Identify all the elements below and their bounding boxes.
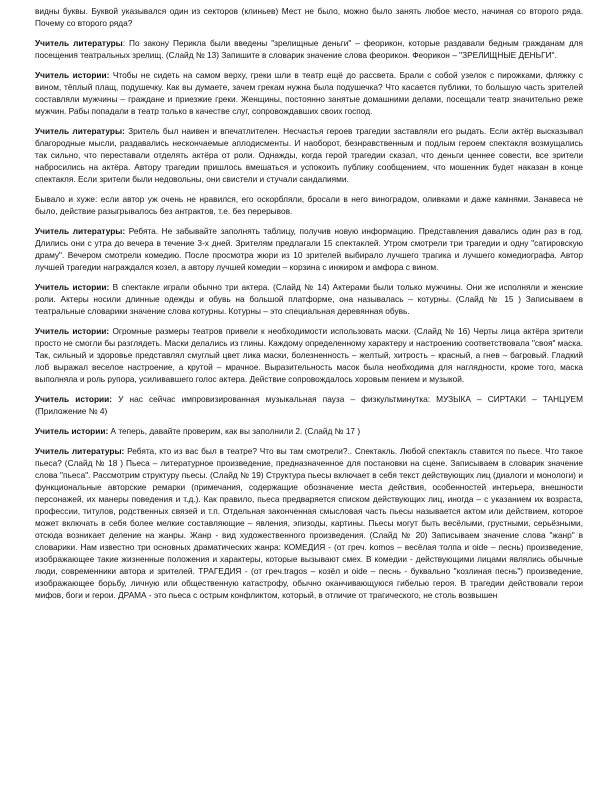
paragraph-1 (35, 5, 583, 29)
paragraph-text: Ребята, кто из вас был в театре? Что вы там смотрели?.. Спектакль. Любой спектакль ставится по пьесе. Что такое пьеса? (Слайд № 18 ) Пьеса – литературное произведение, предназначенное для постановки на сцене. Записываем в словарик значение слова "пьеса". Рассмотрим структуру пьесы. (Слайд № 19) Структура пьесы включает в себя текст действующих лиц (диалоги и монологи) и функциональные авторские ремарки (примечания, содержащие обозначение места действия, особенностей интерьера, внешности персонажей, их манеры поведения и т.д.). Как правило, пьеса предваряется списком действующих лиц, иногда – с указанием их возраста, профессии, титулов, родственных связей и т.п. Отдельная законченная смысловая часть пьесы называется актом или действием, которое может включать в себя более мелкие составляющие – явления, эпизоды, картины. Пьесы могут быть весёлыми, грустными, серьёзными, отсюда возникает деление на жанры. Жанр - вид художественного произведения. (Слайд № 20) Записываем значение слова "жанр" в словарики. Нам известно три основных драматических жанра: КОМЕДИЯ - (от греч. komos – весёлая толпа и oide – песнь) произведение, изображающее такие жизненные положения и характеры, которые вызывают смех. В комедии - действующими лицами являлись обычные люди, современники автора и зрителей. ТРАГЕДИЯ - (от греч.tragos – козёл и oide – песнь - буквально "козлиная песнь") произведение, изображающее борьбу, личную или общественную катастрофу, обычно оканчивающуюся гибелью героя. В трагедии действовали герои мифов, боги и герои. ДРАМА - это пьеса с острым конфликтом, который, в отличие от трагического, не столь возвышен (35, 446, 583, 600)
paragraph-8 (35, 325, 583, 385)
document-page (35, 5, 583, 609)
paragraph-text: Зритель был наивен и впечатлителен. Несчастья героев трагедии заставляли его рыдать. Если актёр высказывал благородные мысли, раздавались нескончаемые аплодисменты. И наоборот, безнравственным и подлым героем спектакля возмущались так сильно, что переставали отделять актёра от роли. Однажды, когда герой трагедии сказал, что деньги ценнее совести, все зрители набросились на актёра. Автору трагедии пришлось вмешаться и успокоить публику сообщением, что мошенник будет наказан в конце спектакля. Если зрители были недовольны, они свистели и стучали сандалиями. (35, 126, 583, 184)
paragraph-10 (35, 425, 583, 437)
paragraph-text: Огромные размеры театров привели к необходимости использовать маски. (Слайд № 16) Черты лица актёра зрители просто не смогли бы разглядеть. Маски делались из глины. Каждому определенному характеру и настроению соответствовала "своя" маска. Так, сильный и здоровье представлял смуглый цвет лика маски, болезненность – желтый, хитрость – красный, а гнев – багровый. Гладкий лоб выражал веселое настроение, а крутой – мрачное. Выразительность масок была необходима для наглядности, кроме того, маска выполняла и роль рупора, усиливавшего голос актера. Действие сопровождалось хоровым пением и музыкой. (35, 326, 584, 384)
paragraph-5 (35, 193, 583, 217)
paragraph-text: У нас сейчас импровизированная музыкальная пауза – физкультминутка: МУЗЫКА – СИРТАКИ – ТАНЦУЕМ (Приложение № 4) (35, 394, 583, 416)
paragraph-9 (35, 393, 583, 417)
paragraph-2 (35, 37, 583, 61)
paragraph-7 (35, 281, 583, 317)
paragraph-text: Ребята. Не забывайте заполнять таблицу, получив новую информацию. Представления давались один раз в год. Длились они с утра до вечера в течение 3-х дней. Зрителям предлагали 15 спектаклей. Утром смотрели три трагедии и одну "сатировскую драму". Вечером смотрели комедию. После просмотра жюри из 10 зрителей выбирало лучшего трагика и лучшего комедиографа. Автор лучшей трагедии награждался козел, а автору лучшей комедии – корзина с инжиром и амфора с вином. (35, 226, 584, 272)
speaker-label: Учитель истории: (35, 426, 109, 436)
paragraph-text: видны буквы. Буквой указывался один из секторов (клиньев) Мест не было, можно было занять любое место, начиная со второго ряда. Почему со второго ряда? (35, 6, 583, 28)
speaker-label: Учитель истории: (35, 282, 110, 292)
speaker-label: Учитель литературы: (35, 126, 125, 136)
paragraph-text: Чтобы не сидеть на самом верху, греки шли в театр ещё до рассвета. Брали с собой узелок с пирожками, фляжку с вином, тёплый плащ, подушечку. Как вы думаете, зачем грекам нужна была подушечка? Что касается публики, то большую часть зрителей составляли мужчины – граждане и приезжие греки. Женщины, постоянно занятые домашними делами, посещали театр значительно реже мужчин. Рабы попадали в театр только в качестве слуг, сопровождавших своих господ. (35, 70, 583, 116)
speaker-label: Учитель истории: (35, 394, 113, 404)
speaker-label: Учитель истории: (35, 70, 110, 80)
speaker-label: Учитель литературы (35, 38, 123, 48)
paragraph-3 (35, 69, 583, 117)
paragraph-6 (35, 225, 583, 273)
paragraph-text: А теперь, давайте проверим, как вы заполнили 2. (Слайд № 17 ) (108, 426, 361, 436)
speaker-label: Учитель литературы: (35, 226, 126, 236)
speaker-label: Учитель литературы: (35, 446, 125, 456)
speaker-label: Учитель истории: (35, 326, 110, 336)
paragraph-text: : По закону Перикла были введены "зрелищные деньги" – феорикон, которые раздавали бедным гражданам для посещения театральных зрелищ. (Слайд № 13) Запишите в словарик значение слова феорикон. Феорикон – "ЗРЕЛИЩНЫЕ ДЕНЬГИ". (35, 38, 583, 60)
paragraph-text: Бывало и хуже: если автор уж очень не нравился, его оскорбляли, бросали в него виноградом, оливками и даже камнями. Занавеса не было, действие разыгрывалось без антрактов, т.е. без перерывов. (35, 194, 583, 216)
paragraph-4 (35, 125, 583, 185)
paragraph-text: В спектакле играли обычно три актера. (Слайд № 14) Актерами были только мужчины. Они же исполняли и женские роли. Актеры носили длинные одежды и обувь на большой платформе, она называлась – котурны. (Слайд № 15 ) Записываем в театральные словарики значение слова котурны. Котурны – это специальная деревянная обувь. (35, 282, 583, 316)
paragraph-11 (35, 445, 583, 601)
